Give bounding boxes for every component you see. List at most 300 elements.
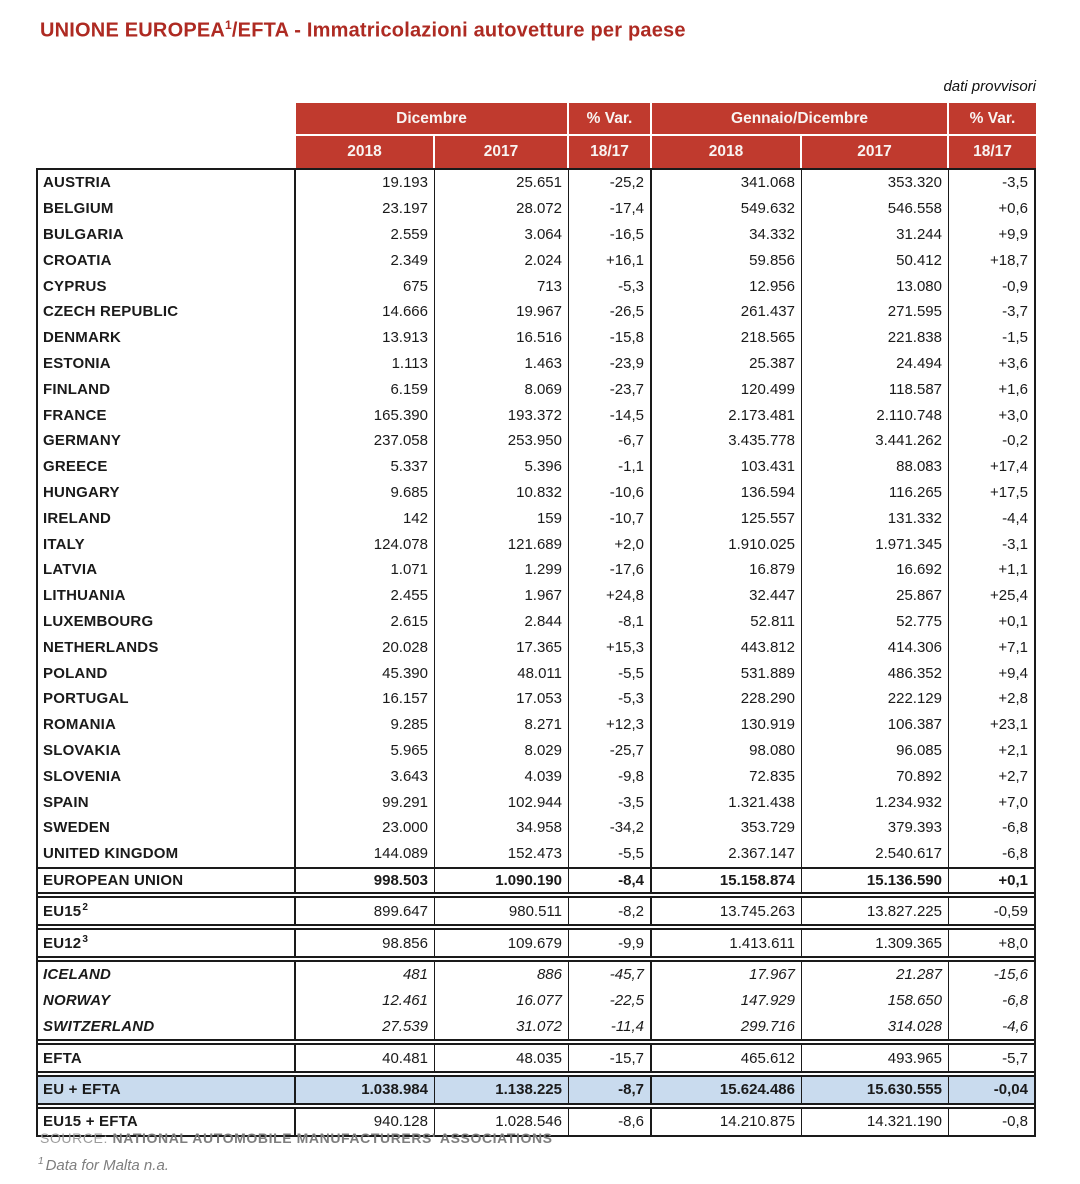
cell-value: -3,7 (1002, 303, 1028, 321)
row-label-text: ROMANIA (43, 716, 117, 734)
cell-value: 102.944 (435, 789, 569, 815)
cell-value: -17,4 (569, 196, 652, 222)
cell-value: 314.028 (802, 1014, 949, 1040)
cell-value: 341.068 (652, 170, 802, 196)
cell-value: 34.958 (435, 815, 569, 841)
cell-value: -9,8 (569, 763, 652, 789)
cell-value: -15,7 (569, 1045, 652, 1071)
cell-value: 2.540.617 (802, 841, 949, 867)
row-label (38, 1014, 296, 1040)
cell-value: 70.892 (802, 763, 949, 789)
cell-value: 27.539 (296, 1014, 435, 1040)
cell-value: 136.594 (652, 480, 802, 506)
cell-value: 1.234.932 (802, 789, 949, 815)
table-row (38, 898, 1034, 924)
cell-value: 52.811 (652, 609, 802, 635)
cell-value: -4,4 (1002, 509, 1028, 527)
row-label (38, 531, 296, 557)
cell-value: +2,1 (998, 741, 1028, 759)
cell-value: 549.632 (652, 196, 802, 222)
cell-value: 106.387 (802, 712, 949, 738)
cell-value: 15.136.590 (802, 869, 949, 893)
cell-value: 546.558 (802, 196, 949, 222)
row-label-text: FRANCE (43, 406, 107, 424)
table-row (38, 325, 1034, 351)
table-header (296, 103, 1036, 168)
cell-value: 3.064 (435, 222, 569, 248)
row-label-text: EU15 (43, 902, 82, 920)
cell-value: 96.085 (802, 738, 949, 764)
table-row (38, 738, 1034, 764)
table-section-eu15 (38, 896, 1034, 926)
cell-value: -5,3 (569, 686, 652, 712)
cell-value: 221.838 (802, 325, 949, 351)
cell-value: 48.011 (435, 660, 569, 686)
cell-value: +17,5 (990, 483, 1028, 501)
cell-value: 9.285 (296, 712, 435, 738)
row-label (38, 583, 296, 609)
row-label-text: ITALY (43, 535, 85, 553)
header-group-pct-var-december: % Var. (569, 103, 652, 136)
table-body (36, 168, 1036, 1137)
cell-value: 899.647 (296, 898, 435, 924)
cell-value: 23.000 (296, 815, 435, 841)
cell-value: +3,0 (998, 406, 1028, 424)
cell-value: 16.879 (652, 557, 802, 583)
cell-value: -3,1 (1002, 535, 1028, 553)
cell-value: 5.965 (296, 738, 435, 764)
cell-value: 20.028 (296, 634, 435, 660)
table-row (38, 1045, 1034, 1071)
cell-value: 40.481 (296, 1045, 435, 1071)
table-section-efta-total (38, 1043, 1034, 1073)
cell-value: 1.309.365 (802, 930, 949, 956)
row-label (38, 869, 296, 893)
row-label (38, 428, 296, 454)
cell-value: -0,8 (1002, 1113, 1028, 1131)
row-label-text: UNITED KINGDOM (43, 845, 179, 863)
cell-value: 465.612 (652, 1045, 802, 1071)
cell-value: 34.332 (652, 222, 802, 248)
cell-value: -8,6 (569, 1109, 652, 1135)
cell-value: 25.387 (652, 351, 802, 377)
cell-value: 131.332 (802, 505, 949, 531)
row-label (38, 660, 296, 686)
row-label (38, 609, 296, 635)
table-row (38, 609, 1034, 635)
cell-value: 98.856 (296, 930, 435, 956)
table-section-countries-and-eu (38, 170, 1034, 894)
footnote-text: Data for Malta n.a. (45, 1157, 169, 1174)
cell-value: +9,9 (998, 225, 1028, 243)
table-row (38, 557, 1034, 583)
cell-value: -25,2 (569, 170, 652, 196)
cell-value: +8,0 (998, 934, 1028, 952)
cell-value: +2,7 (998, 767, 1028, 785)
cell-value: 16.077 (435, 988, 569, 1014)
row-label (38, 299, 296, 325)
table-row (38, 299, 1034, 325)
cell-value: 1.038.984 (296, 1077, 435, 1103)
cell-value: 59.856 (652, 247, 802, 273)
cell-value: 16.516 (435, 325, 569, 351)
cell-value: 940.128 (296, 1109, 435, 1135)
cell-value: -1,1 (569, 454, 652, 480)
row-label (38, 841, 296, 867)
row-label-text: EU12 (43, 934, 82, 952)
row-label (38, 273, 296, 299)
cell-value: 998.503 (296, 869, 435, 893)
cell-value: 3.435.778 (652, 428, 802, 454)
cell-value: 1.321.438 (652, 789, 802, 815)
table-row (38, 170, 1034, 196)
cell-value: 222.129 (802, 686, 949, 712)
row-label (38, 351, 296, 377)
source-label: SOURCE: (40, 1130, 108, 1146)
cell-value: 481 (296, 962, 435, 988)
cell-value: +1,6 (998, 380, 1028, 398)
table-row (38, 196, 1034, 222)
cell-value: 493.965 (802, 1045, 949, 1071)
table-row (38, 962, 1034, 988)
row-label-text: EU + EFTA (43, 1081, 121, 1099)
cell-value: -8,7 (569, 1077, 652, 1103)
cell-value: +23,1 (990, 716, 1028, 734)
cell-value: 379.393 (802, 815, 949, 841)
row-label: EU12 3 (38, 930, 296, 956)
table-row (38, 789, 1034, 815)
cell-value: 5.396 (435, 454, 569, 480)
cell-value: 1.463 (435, 351, 569, 377)
row-label (38, 325, 296, 351)
table-section-eu12 (38, 928, 1034, 958)
cell-value: 159 (435, 505, 569, 531)
cell-value: 165.390 (296, 402, 435, 428)
row-label-text: SWITZERLAND (43, 1017, 155, 1035)
table-section-eu-plus-efta (38, 1075, 1034, 1105)
row-label-text: IRELAND (43, 509, 112, 527)
cell-value: 5.337 (296, 454, 435, 480)
registrations-table (36, 103, 1036, 1137)
cell-value: 8.069 (435, 376, 569, 402)
table-row (38, 480, 1034, 506)
cell-value: 31.244 (802, 222, 949, 248)
header-group-january-december: Gennaio/Dicembre (652, 103, 949, 136)
cell-value: 48.035 (435, 1045, 569, 1071)
row-label (38, 712, 296, 738)
cell-value: 6.159 (296, 376, 435, 402)
row-label-text: BELGIUM (43, 200, 114, 218)
table-row (38, 712, 1034, 738)
cell-value: 45.390 (296, 660, 435, 686)
cell-value: 980.511 (435, 898, 569, 924)
row-label-text: BULGARIA (43, 225, 124, 243)
cell-value: 12.956 (652, 273, 802, 299)
cell-value: -5,3 (569, 273, 652, 299)
cell-value: 99.291 (296, 789, 435, 815)
cell-value: 531.889 (652, 660, 802, 686)
cell-value: 261.437 (652, 299, 802, 325)
cell-value: -5,5 (569, 841, 652, 867)
cell-value: 1.910.025 (652, 531, 802, 557)
table-row (38, 351, 1034, 377)
table-row (38, 1014, 1034, 1040)
cell-value: -16,5 (569, 222, 652, 248)
cell-value: -0,9 (1002, 277, 1028, 295)
row-label-text: LITHUANIA (43, 587, 126, 605)
row-label-text: SPAIN (43, 793, 89, 811)
row-label (38, 505, 296, 531)
table-row (38, 428, 1034, 454)
table-row (38, 454, 1034, 480)
table-row (38, 930, 1034, 956)
header-group-december: Dicembre (296, 103, 569, 136)
cell-value: 14.321.190 (802, 1109, 949, 1135)
cell-value: 121.689 (435, 531, 569, 557)
cell-value: -8,2 (569, 898, 652, 924)
cell-value: +1,1 (998, 561, 1028, 579)
row-label-text: LUXEMBOURG (43, 612, 154, 630)
table-row (38, 686, 1034, 712)
row-label-text: CYPRUS (43, 277, 107, 295)
cell-value: 50.412 (802, 247, 949, 273)
row-label-text: FINLAND (43, 380, 111, 398)
cell-value: 228.290 (652, 686, 802, 712)
row-label (38, 815, 296, 841)
cell-value: 15.630.555 (802, 1077, 949, 1103)
cell-value: +18,7 (990, 251, 1028, 269)
header-year-ytd-2018: 2018 (652, 136, 802, 168)
cell-value: -5,7 (1002, 1049, 1028, 1067)
header-ratio-dec: 18/17 (569, 136, 652, 168)
row-label-text: PORTUGAL (43, 690, 129, 708)
table-row (38, 505, 1034, 531)
source-text: NATIONAL AUTOMOBILE MANUFACTURERS' ASSOCIATIONS (112, 1130, 553, 1146)
cell-value: +2,0 (569, 531, 652, 557)
row-label (38, 789, 296, 815)
cell-value: -3,5 (569, 789, 652, 815)
table-row (38, 988, 1034, 1014)
cell-value: 14.666 (296, 299, 435, 325)
table-row (38, 867, 1034, 893)
table-row (38, 660, 1034, 686)
cell-value: -17,6 (569, 557, 652, 583)
row-label (38, 988, 296, 1014)
cell-value: 158.650 (802, 988, 949, 1014)
cell-value: +2,8 (998, 690, 1028, 708)
cell-value: 1.413.611 (652, 930, 802, 956)
table-row (38, 222, 1034, 248)
cell-value: 675 (296, 273, 435, 299)
cell-value: 2.349 (296, 247, 435, 273)
cell-value: -15,6 (993, 966, 1028, 984)
cell-value: -5,5 (569, 660, 652, 686)
row-label (38, 962, 296, 988)
row-label-text: EFTA (43, 1049, 82, 1067)
cell-value: 125.557 (652, 505, 802, 531)
cell-value: 23.197 (296, 196, 435, 222)
cell-value: -26,5 (569, 299, 652, 325)
header-year-ytd-2017: 2017 (802, 136, 949, 168)
row-label-text: EU15 + EFTA (43, 1113, 138, 1131)
row-label-text: DENMARK (43, 329, 122, 347)
cell-value: 13.080 (802, 273, 949, 299)
cell-value: 8.271 (435, 712, 569, 738)
cell-value: -0,2 (1002, 432, 1028, 450)
cell-value: 109.679 (435, 930, 569, 956)
cell-value: +12,3 (569, 712, 652, 738)
cell-value: 299.716 (652, 1014, 802, 1040)
cell-value: 17.053 (435, 686, 569, 712)
cell-value: -8,4 (569, 869, 652, 893)
cell-value: -0,59 (993, 902, 1028, 920)
row-label (38, 247, 296, 273)
cell-value: 130.919 (652, 712, 802, 738)
cell-value: 353.729 (652, 815, 802, 841)
page-title-footnote-marker: 1 (225, 18, 232, 32)
cell-value: -15,8 (569, 325, 652, 351)
malta-footnote (38, 1156, 169, 1174)
header-year-dec-2017: 2017 (435, 136, 569, 168)
cell-value: -23,9 (569, 351, 652, 377)
cell-value: 2.110.748 (802, 402, 949, 428)
table-row (38, 583, 1034, 609)
table-row (38, 273, 1034, 299)
cell-value: +0,6 (998, 200, 1028, 218)
cell-value: +7,0 (998, 793, 1028, 811)
cell-value: 2.455 (296, 583, 435, 609)
cell-value: 152.473 (435, 841, 569, 867)
cell-value: +15,3 (569, 634, 652, 660)
cell-value: 1.138.225 (435, 1077, 569, 1103)
cell-value: 2.024 (435, 247, 569, 273)
cell-value: 486.352 (802, 660, 949, 686)
cell-value: 1.971.345 (802, 531, 949, 557)
row-label (38, 222, 296, 248)
provisional-data-note: dati provvisori (943, 78, 1036, 95)
cell-value: +9,4 (998, 664, 1028, 682)
cell-value: 9.685 (296, 480, 435, 506)
cell-value: 1.090.190 (435, 869, 569, 893)
cell-value: +7,1 (998, 638, 1028, 656)
cell-value: 237.058 (296, 428, 435, 454)
row-label (38, 454, 296, 480)
row-label-text: GERMANY (43, 432, 122, 450)
cell-value: 2.559 (296, 222, 435, 248)
header-ratio-ytd: 18/17 (973, 143, 1012, 160)
cell-value: 193.372 (435, 402, 569, 428)
cell-value: 28.072 (435, 196, 569, 222)
row-label-text: HUNGARY (43, 483, 120, 501)
cell-value: 13.745.263 (652, 898, 802, 924)
cell-value: 1.299 (435, 557, 569, 583)
cell-value: 1.028.546 (435, 1109, 569, 1135)
table-row (38, 376, 1034, 402)
cell-value: -34,2 (569, 815, 652, 841)
cell-value: 17.365 (435, 634, 569, 660)
cell-value: 16.692 (802, 557, 949, 583)
row-label (38, 376, 296, 402)
cell-value: 13.827.225 (802, 898, 949, 924)
cell-value: 24.494 (802, 351, 949, 377)
table-row (38, 1077, 1034, 1103)
cell-value: 98.080 (652, 738, 802, 764)
cell-value: 271.595 (802, 299, 949, 325)
cell-value: 4.039 (435, 763, 569, 789)
cell-value: 25.651 (435, 170, 569, 196)
cell-value: -4,6 (1002, 1017, 1028, 1035)
cell-value: +24,8 (569, 583, 652, 609)
table-row (38, 531, 1034, 557)
cell-value: 147.929 (652, 988, 802, 1014)
cell-value: 142 (296, 505, 435, 531)
row-label (38, 196, 296, 222)
cell-value: 17.967 (652, 962, 802, 988)
cell-value: 19.967 (435, 299, 569, 325)
row-label-text: EUROPEAN UNION (43, 871, 184, 889)
cell-value: 124.078 (296, 531, 435, 557)
source-line (40, 1130, 553, 1146)
cell-value: 15.158.874 (652, 869, 802, 893)
cell-value: 15.624.486 (652, 1077, 802, 1103)
cell-value: 52.775 (802, 609, 949, 635)
cell-value: +3,6 (998, 354, 1028, 372)
cell-value: 12.461 (296, 988, 435, 1014)
cell-value: 2.615 (296, 609, 435, 635)
cell-value: 1.113 (296, 351, 435, 377)
row-label-text: POLAND (43, 664, 108, 682)
cell-value: 16.157 (296, 686, 435, 712)
header-year-dec-2018: 2018 (296, 136, 435, 168)
footnote-marker: 1 (38, 1156, 44, 1167)
cell-value: -10,7 (569, 505, 652, 531)
cell-value: 120.499 (652, 376, 802, 402)
cell-value: -6,8 (1002, 819, 1028, 837)
cell-value: 3.441.262 (802, 428, 949, 454)
row-label-text: SWEDEN (43, 819, 111, 837)
cell-value: -1,5 (1002, 329, 1028, 347)
cell-value: +25,4 (990, 587, 1028, 605)
cell-value: -6,8 (1002, 845, 1028, 863)
table-row (38, 841, 1034, 867)
row-label (38, 634, 296, 660)
row-label (38, 480, 296, 506)
cell-value: 8.029 (435, 738, 569, 764)
row-label (38, 763, 296, 789)
cell-value: -6,8 (1002, 992, 1028, 1010)
cell-value: 31.072 (435, 1014, 569, 1040)
cell-value: -3,5 (1002, 174, 1028, 192)
row-label-text: GREECE (43, 458, 108, 476)
cell-value: -0,04 (993, 1081, 1028, 1099)
row-label-text: SLOVENIA (43, 767, 122, 785)
row-label-text: SLOVAKIA (43, 741, 121, 759)
cell-value: 1.967 (435, 583, 569, 609)
table-section-efta-members (38, 960, 1034, 1041)
cell-value: 2.173.481 (652, 402, 802, 428)
cell-value: 353.320 (802, 170, 949, 196)
cell-value: -25,7 (569, 738, 652, 764)
cell-value: -10,6 (569, 480, 652, 506)
cell-value: 414.306 (802, 634, 949, 660)
cell-value: 10.832 (435, 480, 569, 506)
row-label (38, 402, 296, 428)
cell-value: 14.210.875 (652, 1109, 802, 1135)
cell-value: 144.089 (296, 841, 435, 867)
cell-value: 72.835 (652, 763, 802, 789)
cell-value: 3.643 (296, 763, 435, 789)
cell-value: 32.447 (652, 583, 802, 609)
